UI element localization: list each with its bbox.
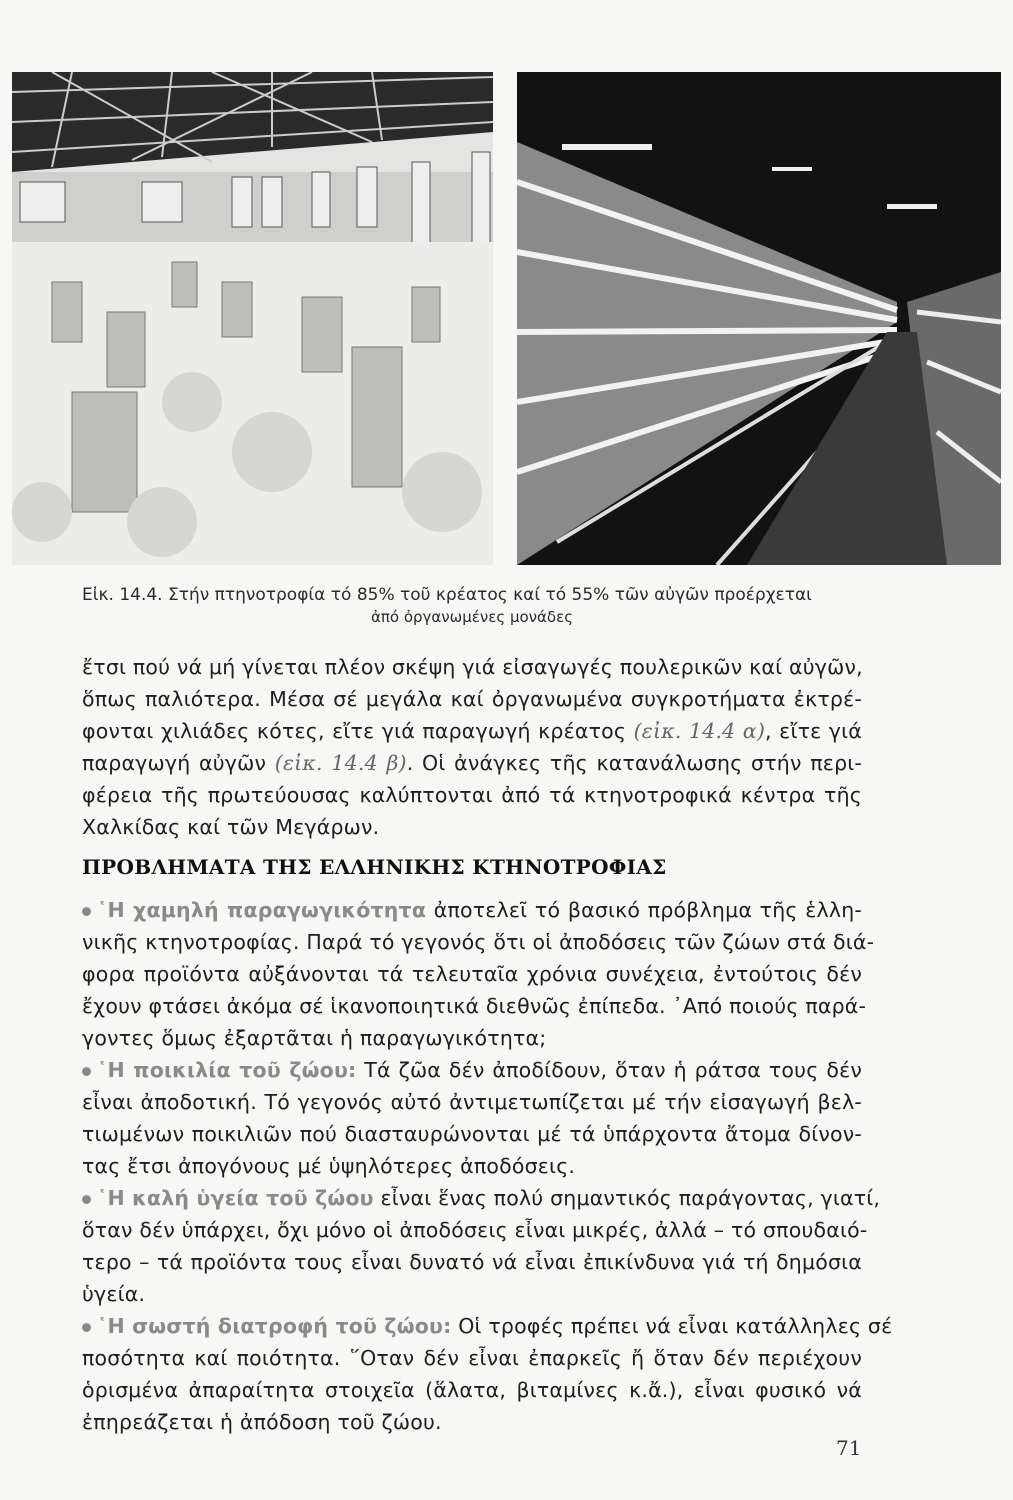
text-line	[82, 1086, 862, 1118]
text-span: ἔχουν φτάσει ἀκόμα σέ ἱκανοποιητικά διεθνῶς ἐπίπεδα. ᾿Από ποιούς παρά-	[82, 994, 867, 1018]
text-span: παραγωγή αὐγῶν	[82, 751, 267, 775]
item-lead: ῾Η ποικιλία τοῦ ζώου:	[97, 1058, 357, 1082]
text-span: . Οἱ ἀνάγκες τῆς κατανάλωσης στήν περι-	[406, 751, 863, 775]
text-span: τιωμένων ποικιλιῶν πού διασταυρώνονται μέ τά ὑπάρχοντα ἄτομα δίνον-	[82, 1122, 862, 1146]
text-line	[82, 1214, 868, 1246]
text-span: ἀποτελεῖ τό βασικό πρόβλημα τῆς ἑλλη-	[426, 898, 862, 922]
bullet-icon	[82, 1323, 91, 1332]
list-item	[82, 1182, 881, 1214]
text-span: Τά ζῶα δέν ἀποδίδουν, ὅταν ἡ ράτσα τους δέν	[356, 1058, 863, 1082]
text-span: ὑγεία.	[82, 1282, 146, 1306]
text-line	[82, 926, 875, 958]
text-span: εἶναι ἕνας πολύ σημαντικός παράγοντας, γιατί,	[373, 1186, 881, 1210]
text-line: Χαλκίδας καί τῶν Μεγάρων.	[82, 815, 380, 839]
problem-list	[82, 894, 893, 1438]
text-span: ἐπηρεάζεται ἡ ἀπόδοση τοῦ ζώου.	[82, 1410, 442, 1434]
text-line	[82, 958, 862, 990]
caption-line-1: Εἰκ. 14.4. Στήν πτηνοτροφία τό 85% τοῦ κρέατος καί τό 55% τῶν αὐγῶν προέρχεται	[82, 585, 812, 605]
intro-paragraph	[82, 651, 862, 843]
item-lead: ῾Η σωστή διατροφή τοῦ ζώου:	[97, 1314, 452, 1338]
caption-line-2: ἀπό ὀργανωμένες μονάδες	[370, 608, 574, 626]
bullet-icon	[82, 1195, 91, 1204]
text-span: νικῆς κτηνοτροφίας. Παρά τό γεγονός ὅτι οἱ ἀποδόσεις τῶν ζώων στά διά-	[82, 930, 875, 954]
item-lead: ῾Η καλή ὑγεία τοῦ ζώου	[97, 1186, 374, 1210]
text-span: ποσότητα καί ποιότητα. ῞Οταν δέν εἶναι ἐπαρκεῖς ἤ ὅταν δέν περιέχουν	[82, 1346, 862, 1370]
text-line	[82, 990, 867, 1022]
item-lead: ῾Η χαμηλή παραγωγικότητα	[97, 898, 427, 922]
text-span: εἶναι ἀποδοτική. Τό γεγονός αὐτό ἀντιμετωπίζεται μέ τήν εἰσαγωγή βελ-	[82, 1090, 862, 1114]
figure-reference-a: (εἰκ. 14.4 α)	[633, 719, 766, 743]
page-number: 71	[836, 1436, 862, 1460]
text-span: φονται χιλιάδες κότες, εἴτε γιά παραγωγή κρέατος	[82, 719, 627, 743]
text-line	[82, 1246, 862, 1278]
text-line	[82, 1374, 862, 1406]
text-span: γοντες ὅμως ἐξαρτᾶται ἡ παραγωγικότητα;	[82, 1026, 547, 1050]
bullet-icon	[82, 907, 91, 916]
text-line	[82, 1406, 862, 1438]
text-line	[82, 1022, 862, 1054]
figure-reference-b: (εἰκ. 14.4 β)	[274, 751, 407, 775]
text-line: φέρεια τῆς πρωτεύουσας καλύπτονται ἀπό τά κτηνοτροφικά κέντρα τῆς	[82, 783, 862, 807]
photo-layer-cages	[517, 72, 1001, 565]
list-item	[82, 1310, 893, 1342]
text-line	[82, 747, 862, 779]
text-span: Οἱ τροφές πρέπει νά εἶναι κατάλληλες σέ	[451, 1314, 893, 1338]
text-line	[82, 1150, 862, 1182]
text-line	[82, 1278, 862, 1310]
text-line	[82, 715, 862, 747]
text-line: ὅπως παλιότερα. Μέσα σέ μεγάλα καί ὀργανωμένα συγκροτήματα ἐκτρέ-	[82, 687, 862, 711]
text-line: ἔτσι πού νά μή γίνεται πλέον σκέψη γιά εἰσαγωγές πουλερικῶν καί αὐγῶν,	[82, 655, 863, 679]
text-line	[82, 1342, 862, 1374]
figure-caption	[82, 584, 862, 628]
list-item	[82, 1054, 862, 1086]
bullet-icon	[82, 1067, 91, 1076]
text-span: , εἴτε γιά	[765, 719, 862, 743]
text-span: τας ἔτσι ἀπογόνους μέ ὑψηλότερες ἀποδόσεις.	[82, 1154, 576, 1178]
text-line	[82, 1118, 862, 1150]
list-item	[82, 894, 862, 926]
section-heading: ΠΡΟΒΛΗΜΑΤΑ ΤΗΣ ΕΛΛΗΝΙΚΗΣ ΚΤΗΝΟΤΡΟΦΙΑΣ	[82, 855, 667, 879]
text-span: ὁρισμένα ἀπαραίτητα στοιχεῖα (ἅλατα, βιταμίνες κ.ἄ.), εἶναι φυσικό νά	[82, 1378, 862, 1402]
text-span: τερο – τά προϊόντα τους εἶναι δυνατό νά εἶναι ἐπικίνδυνα γιά τή δημόσια	[82, 1250, 862, 1274]
photo-broiler-house	[12, 72, 493, 565]
text-span: ὅταν δέν ὑπάρχει, ὄχι μόνο οἱ ἀποδόσεις εἶναι μικρές, ἀλλά – τό σπουδαιό-	[82, 1218, 868, 1242]
text-span: φορα προϊόντα αὐξάνονται τά τελευταῖα χρόνια συνέχεια, ἐντούτοις δέν	[82, 962, 862, 986]
